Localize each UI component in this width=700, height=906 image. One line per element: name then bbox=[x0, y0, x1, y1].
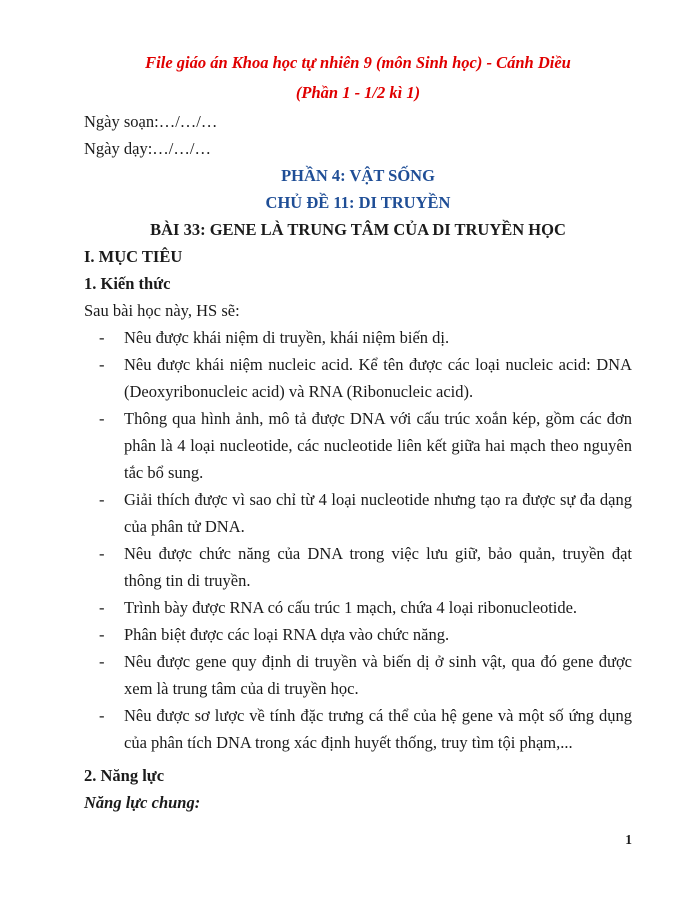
bullet-dash: - bbox=[99, 409, 105, 428]
date-taught: Ngày dạy:…/…/… bbox=[84, 139, 211, 158]
doc-source-subtitle: (Phần 1 - 1/2 kì 1) bbox=[295, 83, 421, 102]
doc-source-title: File giáo án Khoa học tự nhiên 9 (môn Sinh học) - Cánh Diều bbox=[145, 53, 571, 72]
topic-heading: CHỦ ĐỀ 11: DI TRUYỀN bbox=[265, 193, 451, 212]
list-item bbox=[84, 486, 632, 540]
bullet-dash: - bbox=[99, 544, 105, 563]
document-content bbox=[84, 48, 632, 816]
bullet-dash: - bbox=[99, 625, 105, 644]
list-item bbox=[84, 594, 632, 621]
list-item bbox=[84, 648, 632, 702]
competency-section-title: 2. Năng lực bbox=[84, 766, 165, 785]
list-item-text: Thông qua hình ảnh, mô tả được DNA với cấu trúc xoắn kép, gồm các đơn phân là 4 loại nucleotide, các nucleotide liên kết giữa hai mạch theo nguyên tắc bổ sung. bbox=[124, 409, 632, 482]
bullet-dash: - bbox=[99, 706, 105, 725]
list-item bbox=[84, 702, 632, 756]
bullet-dash: - bbox=[99, 328, 105, 347]
list-item-text: Phân biệt được các loại RNA dựa vào chức năng. bbox=[124, 625, 450, 644]
list-item bbox=[84, 405, 632, 486]
knowledge-section-title: 1. Kiến thức bbox=[84, 274, 171, 293]
bullet-dash: - bbox=[99, 652, 105, 671]
list-item-text: Nêu được gene quy định di truyền và biến dị ở sinh vật, qua đó gene được xem là trung tâm của di truyền học. bbox=[124, 652, 632, 698]
list-item bbox=[84, 540, 632, 594]
objectives-section-title: I. MỤC TIÊU bbox=[84, 247, 183, 266]
list-item-text: Trình bày được RNA có cấu trúc 1 mạch, chứa 4 loại ribonucleotide. bbox=[124, 598, 578, 617]
page-number: 1 bbox=[625, 832, 632, 847]
competency-subtitle: Năng lực chung: bbox=[84, 793, 201, 812]
list-item-text: Giải thích được vì sao chỉ từ 4 loại nucleotide nhưng tạo ra được sự đa dạng của phân tử DNA. bbox=[124, 490, 632, 536]
bullet-dash: - bbox=[99, 598, 105, 617]
date-prepared: Ngày soạn:…/…/… bbox=[84, 112, 218, 131]
bullet-dash: - bbox=[99, 490, 105, 509]
list-item bbox=[84, 621, 632, 648]
list-item-text: Nêu được khái niệm di truyền, khái niệm biến dị. bbox=[124, 328, 450, 347]
list-item bbox=[84, 324, 632, 351]
list-item-text: Nêu được khái niệm nucleic acid. Kể tên được các loại nucleic acid: DNA (Deoxyribonucleic acid) và RNA (Ribonucleic acid). bbox=[124, 355, 632, 401]
list-item bbox=[84, 351, 632, 405]
list-item-text: Nêu được chức năng của DNA trong việc lưu giữ, bảo quản, truyền đạt thông tin di truyền. bbox=[124, 544, 632, 590]
list-item-text: Nêu được sơ lược về tính đặc trưng cá thể của hệ gene và một số ứng dụng của phân tích DNA trong xác định huyết thống, truy tìm tội phạm,... bbox=[124, 706, 632, 752]
document-header bbox=[84, 48, 632, 108]
knowledge-intro: Sau bài học này, HS sẽ: bbox=[84, 301, 240, 320]
objectives-list bbox=[84, 324, 632, 756]
part-heading: PHẦN 4: VẬT SỐNG bbox=[281, 166, 435, 185]
bullet-dash: - bbox=[99, 355, 105, 374]
lesson-heading: BÀI 33: GENE LÀ TRUNG TÂM CỦA DI TRUYỀN HỌC bbox=[150, 220, 566, 239]
